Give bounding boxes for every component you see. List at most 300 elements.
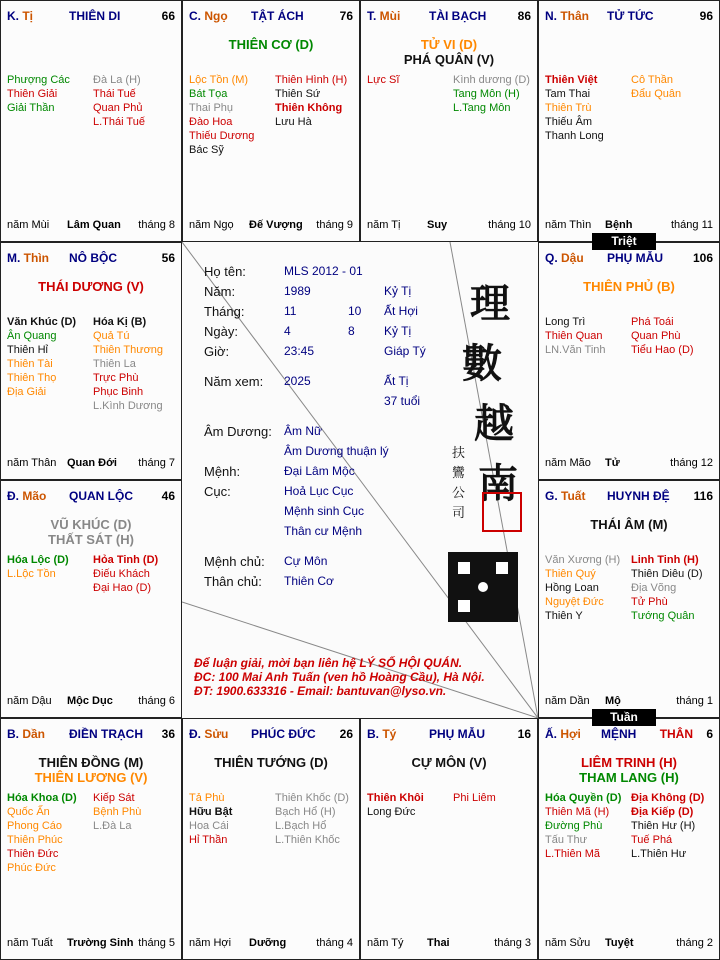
minor-star: Tấu Thư	[545, 834, 588, 846]
palace-header	[545, 9, 713, 23]
palace-header	[545, 251, 713, 265]
minor-star: Ân Quang	[7, 330, 57, 342]
minor-star: Thiên Hình (H)	[275, 74, 348, 86]
minor-stars-right	[453, 791, 535, 805]
palace-month: tháng 11	[670, 219, 713, 231]
minor-star: Long Đức	[367, 806, 416, 818]
minor-stars-right	[275, 73, 357, 129]
palace-branch	[7, 727, 45, 741]
ngay-value: 4	[284, 324, 291, 338]
minor-star: Tuế Phá	[631, 834, 673, 846]
palace-year: năm Ngọ	[189, 219, 234, 231]
palace-header	[7, 251, 175, 265]
minor-stars-right	[631, 791, 713, 861]
palace-house-name: THIÊN DI	[69, 9, 121, 23]
minor-star: Hỏa Tinh (D)	[93, 554, 159, 566]
palace-11[interactable]	[538, 718, 720, 960]
minor-star: Thiên Hư (H)	[631, 820, 696, 832]
palace-branch-letter: Ấ.	[545, 727, 561, 741]
minor-star: Tam Thai	[545, 88, 591, 100]
palace-1[interactable]	[182, 0, 360, 242]
palace-10[interactable]	[360, 718, 538, 960]
minor-star: Thiên Thọ	[7, 372, 57, 384]
palace-branch-letter: B.	[367, 727, 383, 741]
minor-star: Tử Phù	[631, 596, 668, 608]
palace-footer	[189, 219, 353, 233]
palace-age: 16	[517, 727, 531, 741]
main-star: THIÊN CƠ (D)	[228, 37, 314, 52]
palace-zodiac: Mùi	[379, 9, 401, 23]
minor-star: Thiên Diêu (D)	[631, 568, 703, 580]
palace-zodiac: Thân	[560, 9, 590, 23]
namxem-value: 2025	[284, 374, 311, 388]
minor-star: Thiếu Âm	[545, 116, 593, 128]
palace-branch-letter: B.	[7, 727, 23, 741]
minor-star: Phong Cáo	[7, 820, 63, 832]
palace-branch-letter: M.	[7, 251, 24, 265]
minor-star: Thiên Không	[275, 102, 343, 114]
palace-footer	[367, 937, 531, 951]
minor-stars-right	[275, 791, 357, 847]
minor-star: Thiên Quan	[545, 330, 603, 342]
palace-zodiac: Mão	[22, 489, 47, 503]
palace-house-name: HUYNH ĐỆ	[607, 489, 670, 503]
minor-star: Thiên Trù	[545, 102, 592, 114]
palace-year: năm Tuất	[7, 937, 53, 949]
palace-zodiac: Tuất	[561, 489, 586, 503]
minor-star: Hoa Cái	[189, 820, 229, 832]
palace-header	[545, 727, 713, 741]
minor-star: Thiên Hỉ	[7, 344, 48, 356]
palace-age: 86	[517, 9, 531, 23]
amduong-value-2: Âm Dương thuận lý	[284, 444, 389, 458]
side-char-4: 司	[452, 506, 466, 521]
thang-value: 11	[284, 304, 297, 318]
minor-stars-right	[453, 73, 535, 115]
palace-4[interactable]	[0, 242, 182, 480]
palace-year: năm Hợi	[189, 937, 232, 949]
palace-house-name: PHÚC ĐỨC	[251, 727, 316, 741]
side-char-2: 鸞	[452, 466, 466, 481]
amduong-label: Âm Dương:	[204, 424, 272, 439]
minor-star: Lộc Tồn (M)	[189, 74, 249, 86]
palace-header	[367, 9, 531, 23]
palace-header	[7, 727, 175, 741]
palace-zodiac: Tị	[22, 9, 34, 23]
minor-star: Kình dương (D)	[453, 74, 530, 86]
minor-star: Quan Phù	[631, 330, 681, 342]
palace-footer	[7, 695, 175, 709]
palace-branch-letter: Đ.	[189, 727, 205, 741]
minor-star: Thiên La	[93, 358, 136, 370]
ngay-label: Ngày:	[204, 324, 238, 339]
minor-star: Lực Sĩ	[367, 74, 400, 86]
minor-stars-left	[545, 73, 629, 143]
palace-month: tháng 10	[488, 219, 531, 231]
minor-stars-left	[545, 315, 629, 357]
minor-star: Nguyệt Đức	[545, 596, 604, 608]
main-star: THÁI ÂM (M)	[590, 517, 668, 532]
minor-star: Điếu Khách	[93, 568, 150, 580]
minor-star: Hóa Lộc (D)	[7, 554, 69, 566]
palace-stage: Suy	[427, 219, 448, 231]
gio-can: Giáp Tý	[384, 344, 426, 358]
palace-year: năm Tị	[367, 219, 401, 231]
palace-zodiac: Thìn	[23, 251, 49, 265]
palace-month: tháng 4	[316, 937, 353, 949]
minor-star: Thái Tuế	[93, 88, 136, 100]
palace-branch-letter: Đ.	[7, 489, 23, 503]
palace-footer	[367, 219, 531, 233]
minor-star: Hóa Kị (B)	[93, 316, 147, 328]
minor-star: Thanh Long	[545, 130, 604, 142]
palace-branch-letter: G.	[545, 489, 562, 503]
minor-star: Hóa Quyền (D)	[545, 792, 622, 804]
palace-age: 116	[693, 489, 713, 503]
minor-star: Linh Tinh (H)	[631, 554, 699, 566]
main-star: CỰ MÔN (V)	[411, 755, 487, 770]
palace-stage: Đế Vượng	[249, 219, 303, 231]
palace-8[interactable]	[0, 718, 182, 960]
palace-branch	[367, 727, 396, 741]
palace-branch	[545, 9, 589, 23]
minor-star: L.Kình Dương	[93, 400, 163, 412]
minor-star: Đà La (H)	[93, 74, 141, 86]
minor-star: Thiên Khốc (D)	[275, 792, 349, 804]
palace-zodiac: Dậu	[561, 251, 584, 265]
minor-star: Quả Tú	[93, 330, 130, 342]
minor-stars-left	[367, 73, 451, 87]
palace-year: năm Sửu	[545, 937, 591, 949]
minor-star: Thiên Đức	[7, 848, 59, 860]
minor-star: Đại Hao (D)	[93, 582, 152, 594]
thang-am: 10	[348, 304, 362, 318]
minor-star: Thiên Giải	[7, 88, 58, 100]
minor-star: Quốc Ấn	[7, 806, 50, 818]
palace-house-name: TẬT ÁCH	[251, 9, 304, 23]
palace-house-name: QUAN LỘC	[69, 489, 133, 503]
cuc-value-2: Mệnh sinh Cục	[284, 504, 365, 518]
contact-line-3[interactable]: ĐT: 1900.633316 - Email: bantuvan@lyso.vn.	[194, 684, 447, 698]
palace-stage: Lâm Quan	[67, 219, 121, 231]
palace-branch	[189, 727, 228, 741]
minor-stars-right	[631, 553, 713, 623]
qr-code[interactable]	[448, 552, 518, 622]
namxem-label: Năm xem:	[204, 374, 264, 389]
minor-star: L.Thái Tuế	[93, 116, 145, 128]
palace-footer	[545, 457, 713, 471]
minor-star: Văn Xương (H)	[545, 554, 621, 566]
minor-star: Lưu Hà	[275, 116, 312, 128]
minor-star: Thiên Tài	[7, 358, 53, 370]
palace-stage: Bệnh	[605, 219, 633, 231]
palace-house-name: ĐIỀN TRẠCH	[69, 727, 143, 741]
palace-branch-letter: C.	[189, 9, 205, 23]
nam-value: 1989	[284, 284, 311, 298]
minor-star: Bát Tọa	[189, 88, 228, 100]
palace-branch	[545, 489, 585, 503]
palace-zodiac: Tý	[382, 727, 397, 741]
ngay-can: Kỷ Tị	[384, 324, 412, 338]
minor-stars-left	[189, 791, 273, 847]
palace-year: năm Thân	[7, 457, 57, 469]
minor-star: Thai Phụ	[189, 102, 234, 114]
minor-star: Hồng Loan	[545, 582, 599, 594]
thanchu-value: Thiên Cơ	[284, 574, 334, 588]
main-star: THÁI DƯƠNG (V)	[38, 279, 144, 294]
side-char-3: 公	[452, 486, 466, 501]
minor-star: L.Tang Môn	[453, 102, 511, 114]
minor-star: Địa Kiếp (D)	[631, 806, 694, 818]
palace-footer	[545, 695, 713, 709]
palace-age: 26	[339, 727, 353, 741]
calligraphy-char-2: 數	[462, 340, 502, 387]
minor-stars-left	[7, 791, 91, 875]
side-char-1: 扶	[452, 446, 466, 461]
palace-month: tháng 8	[138, 219, 175, 231]
palace-7[interactable]	[538, 480, 720, 718]
calligraphy-char-3: 越	[474, 400, 514, 447]
minor-star: Thiên Khôi	[367, 792, 424, 804]
palace-header	[7, 489, 175, 503]
minor-stars-right	[93, 315, 175, 413]
palace-5[interactable]	[538, 242, 720, 480]
minor-star: Tiểu Hao (D)	[631, 344, 694, 356]
contact-line-2: ĐC: 100 Mai Anh Tuấn (ven hồ Hoàng Cầu), Hà Nội.	[194, 670, 485, 684]
minor-star: L.Bạch Hổ	[275, 820, 327, 832]
palace-footer	[7, 219, 175, 233]
minor-star: Quan Phủ	[93, 102, 143, 114]
palace-age: 46	[161, 489, 175, 503]
minor-star: Thiên Thương	[93, 344, 164, 356]
minor-star: Thiên Mã (H)	[545, 806, 610, 818]
minor-stars-right	[93, 791, 175, 833]
minor-star: L.Lộc Tồn	[7, 568, 56, 580]
palace-month: tháng 12	[670, 457, 713, 469]
palace-year: năm Dậu	[7, 695, 52, 707]
gio-label: Giờ:	[204, 344, 230, 359]
minor-stars-right	[93, 553, 175, 595]
palace-age: 6	[706, 727, 713, 741]
minor-stars-left	[7, 553, 91, 581]
tuoi-value: 37 tuổi	[384, 394, 421, 408]
thang-label: Tháng:	[204, 304, 245, 319]
ngay-am: 8	[348, 324, 355, 338]
minor-stars-left	[189, 73, 273, 157]
palace-stage: Thai	[427, 937, 450, 949]
palace-house-name-2: THÂN	[659, 727, 694, 741]
minor-stars-right	[93, 73, 175, 129]
palace-stage: Trường Sinh	[67, 937, 134, 949]
tuan-badge: Tuần	[592, 709, 656, 726]
palace-year: năm Mão	[545, 457, 591, 469]
calligraphy-char-4: 南	[478, 460, 518, 507]
minor-stars-left	[7, 315, 91, 399]
main-star: TỬ VI (D)	[420, 37, 478, 52]
minor-star: Thiên Việt	[545, 74, 598, 86]
palace-6[interactable]	[0, 480, 182, 718]
palace-footer	[7, 457, 175, 471]
minor-star: Hỉ Thần	[189, 834, 228, 846]
palace-branch	[545, 727, 581, 741]
minor-stars-right	[631, 73, 713, 101]
palace-header	[367, 727, 531, 741]
palace-branch	[7, 9, 33, 23]
palace-house-name: PHỤ MẪU	[607, 251, 663, 265]
center-info-panel	[182, 242, 538, 718]
minor-star: Bác Sỹ	[189, 144, 224, 156]
palace-header	[7, 9, 175, 23]
palace-month: tháng 6	[138, 695, 175, 707]
palace-year: năm Thìn	[545, 219, 592, 231]
palace-branch-letter: T.	[367, 9, 380, 23]
calligraphy-char-1: 理	[470, 280, 510, 327]
palace-zodiac: Dần	[22, 727, 46, 741]
hoten-value: MLS 2012 - 01	[284, 264, 363, 278]
palace-footer	[545, 937, 713, 951]
minor-star: Long Trì	[545, 316, 586, 328]
palace-stage: Mộ	[605, 695, 621, 707]
contact-block	[194, 656, 485, 698]
palace-age: 66	[161, 9, 175, 23]
palace-age: 56	[161, 251, 175, 265]
thang-can: Ất Hợi	[384, 304, 418, 318]
menh-label: Mệnh:	[204, 464, 241, 479]
red-seal	[482, 492, 522, 532]
main-star: THẤT SÁT (H)	[48, 532, 134, 547]
minor-star: Phượng Các	[7, 74, 70, 86]
palace-year: năm Mùi	[7, 219, 50, 231]
palace-branch	[545, 251, 584, 265]
palace-footer	[7, 937, 175, 951]
minor-stars-left	[545, 553, 629, 623]
minor-stars-left	[7, 73, 91, 115]
palace-stage: Quan Đới	[67, 457, 117, 469]
minor-star: Văn Khúc (D)	[7, 316, 77, 328]
minor-star: Phi Liêm	[453, 792, 496, 804]
minor-star: Hữu Bật	[189, 806, 233, 818]
minor-stars-left	[545, 791, 629, 861]
palace-age: 96	[699, 9, 713, 23]
minor-stars-right	[631, 315, 713, 357]
palace-month: tháng 3	[494, 937, 531, 949]
cuc-value-3: Thân cư Mệnh	[284, 524, 363, 538]
minor-stars-left	[367, 791, 451, 819]
palace-stage: Tuyệt	[605, 937, 634, 949]
minor-star: L.Thiên Mã	[545, 848, 601, 860]
namxem-can: Ất Tị	[384, 374, 409, 388]
palace-0[interactable]	[0, 0, 182, 242]
palace-3[interactable]	[538, 0, 720, 242]
palace-footer	[545, 219, 713, 233]
minor-star: Giải Thần	[7, 102, 55, 114]
minor-star: Phá Toái	[631, 316, 674, 328]
palace-month: tháng 1	[676, 695, 713, 707]
minor-star: Tướng Quân	[631, 610, 695, 622]
palace-9[interactable]	[182, 718, 360, 960]
palace-branch-letter: Q.	[545, 251, 562, 265]
minor-star: Kiếp Sát	[93, 792, 135, 804]
menhchu-label: Mệnh chủ:	[204, 554, 265, 569]
minor-star: Thiên Quý	[545, 568, 596, 580]
cuc-value: Hoả Lục Cục	[284, 484, 354, 498]
minor-star: Đường Phù	[545, 820, 603, 832]
main-star: THIÊN LƯƠNG (V)	[34, 770, 148, 785]
minor-star: Hóa Khoa (D)	[7, 792, 77, 804]
minor-star: Địa Không (D)	[631, 792, 705, 804]
palace-branch	[7, 489, 46, 503]
minor-star: L.Thiên Khốc	[275, 834, 340, 846]
minor-star: Bạch Hổ (H)	[275, 806, 336, 818]
palace-stage: Tử	[605, 457, 620, 469]
minor-star: Địa Giải	[7, 386, 47, 398]
main-star: THIÊN ĐỒNG (M)	[38, 755, 144, 770]
minor-star: Địa Võng	[631, 582, 677, 594]
minor-star: Phục Binh	[93, 386, 144, 398]
minor-star: Tang Môn (H)	[453, 88, 520, 100]
palace-zodiac: Hợi	[560, 727, 581, 741]
palace-branch	[367, 9, 400, 23]
palace-branch	[189, 9, 228, 23]
palace-branch	[7, 251, 49, 265]
minor-star: Thiên Sứ	[275, 88, 321, 100]
palace-house-name: MỆNH THÂN	[601, 727, 694, 741]
menhchu-value: Cự Môn	[284, 554, 328, 568]
palace-header	[545, 489, 713, 503]
nam-can: Kỷ Tị	[384, 284, 412, 298]
palace-month: tháng 9	[316, 219, 353, 231]
main-star: THIÊN PHỦ (B)	[583, 279, 675, 294]
main-star: THAM LANG (H)	[579, 770, 679, 785]
cuc-label: Cục:	[204, 484, 231, 499]
thanchu-label: Thân chủ:	[204, 574, 262, 589]
palace-2[interactable]	[360, 0, 538, 242]
palace-age: 36	[161, 727, 175, 741]
main-star: LIÊM TRINH (H)	[580, 755, 678, 770]
palace-month: tháng 5	[138, 937, 175, 949]
palace-header	[189, 9, 353, 23]
palace-branch-letter: K.	[7, 9, 23, 23]
palace-footer	[189, 937, 353, 951]
minor-star: Đẩu Quân	[631, 88, 682, 100]
palace-year: năm Dần	[545, 695, 590, 707]
palace-house-name: PHỤ MẪU	[429, 727, 485, 741]
contact-line-1: Để luận giải, mời bạn liên hệ LÝ SỐ HỘI QUÁN.	[194, 656, 463, 670]
minor-star: L.Thiên Hư	[631, 848, 687, 860]
minor-star: Đào Hoa	[189, 116, 233, 128]
minor-star: L.Đà La	[93, 820, 132, 832]
palace-zodiac: Sửu	[204, 727, 229, 741]
palace-zodiac: Ngọ	[204, 9, 228, 23]
palace-age: 76	[339, 9, 353, 23]
menh-value: Đại Lâm Mộc	[284, 464, 355, 478]
minor-star: Thiên Y	[545, 610, 583, 622]
palace-year: năm Tý	[367, 937, 404, 949]
palace-branch-letter: N.	[545, 9, 561, 23]
minor-star: Tả Phù	[189, 792, 225, 804]
palace-house-name: TỬ TỨC	[607, 9, 654, 23]
palace-stage: Mộc Dục	[67, 695, 113, 707]
minor-star: Thiếu Dương	[189, 130, 255, 142]
amduong-value: Âm Nữ	[284, 424, 323, 438]
palace-age: 106	[692, 251, 713, 265]
minor-star: Thiên Phúc	[7, 834, 63, 846]
nam-label: Năm:	[204, 284, 236, 299]
palace-header	[189, 727, 353, 741]
palace-house-name: NÔ BỘC	[69, 251, 117, 265]
palace-stage: Dưỡng	[249, 937, 287, 949]
minor-star: LN.Văn Tinh	[545, 344, 606, 356]
